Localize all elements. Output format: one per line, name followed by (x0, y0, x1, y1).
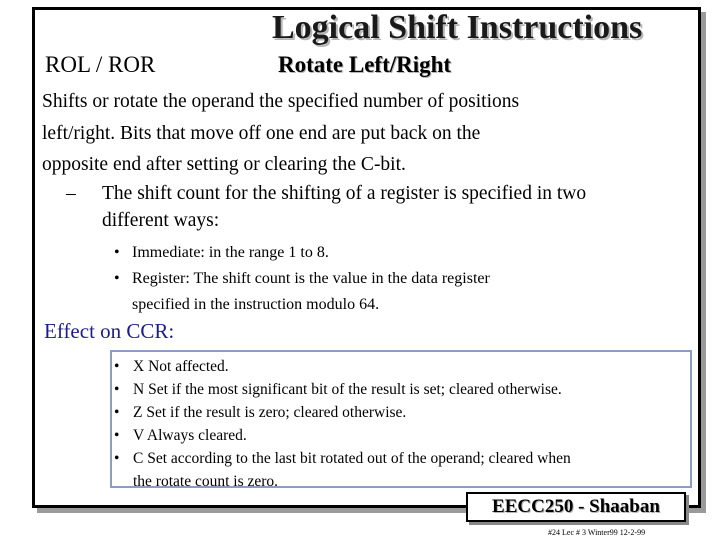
ccr-item-text: V Always cleared. (133, 427, 247, 444)
ccr-item-text: Z Set if the result is zero; cleared otherwise. (133, 404, 407, 421)
bullet-icon: • (114, 270, 120, 287)
ccr-item (114, 424, 571, 447)
ccr-item (114, 447, 571, 493)
bullet-icon: • (114, 358, 120, 375)
sub-item-text-cont: different ways: (102, 210, 220, 231)
description-paragraph (42, 86, 692, 181)
ccr-item (114, 355, 571, 378)
ccr-heading: Effect on CCR: (44, 319, 175, 343)
shift-count-bullets (114, 240, 490, 318)
course-label: EECC250 - Shaaban (466, 492, 686, 522)
list-item (114, 240, 490, 266)
slide-number-note: #24 Lec # 3 Winter99 12-2-99 (548, 528, 646, 537)
ccr-list (114, 355, 571, 493)
bullet-icon: • (114, 427, 120, 444)
bullet-icon: • (114, 381, 120, 398)
list-item (114, 266, 490, 318)
paragraph-line: opposite end after setting or clearing the C-bit. (42, 154, 406, 175)
ccr-item (114, 378, 571, 401)
paragraph-line: left/right. Bits that move off one end are put back on the (42, 122, 481, 144)
shift-count-item (66, 180, 586, 234)
bullet-icon: • (114, 404, 120, 421)
bullet-icon: • (114, 244, 120, 261)
list-item-text: Immediate: in the range 1 to 8. (132, 244, 329, 261)
dash-marker: – (66, 183, 76, 204)
instruction-description: Rotate Left/Right (278, 52, 452, 77)
paragraph-line: Shifts or rotate the operand the specified number of positions (42, 91, 520, 112)
instruction-mnemonic: ROL / ROR (45, 52, 156, 77)
ccr-item-text-cont: the rotate count is zero. (133, 473, 279, 490)
ccr-item (114, 401, 571, 424)
ccr-item-text: X Not affected. (133, 358, 229, 375)
page-title: Logical Shift Instructions (272, 9, 643, 46)
list-item-text-cont: specified in the instruction modulo 64. (132, 296, 380, 313)
list-item-text: Register: The shift count is the value in the data register (132, 270, 490, 287)
ccr-item-text: C Set according to the last bit rotated out of the operand; cleared when (133, 450, 571, 467)
ccr-item-text: N Set if the most significant bit of the result is set; cleared otherwise. (133, 381, 562, 398)
bullet-icon: • (114, 450, 120, 467)
sub-item-text: The shift count for the shifting of a register is specified in two (102, 183, 587, 204)
